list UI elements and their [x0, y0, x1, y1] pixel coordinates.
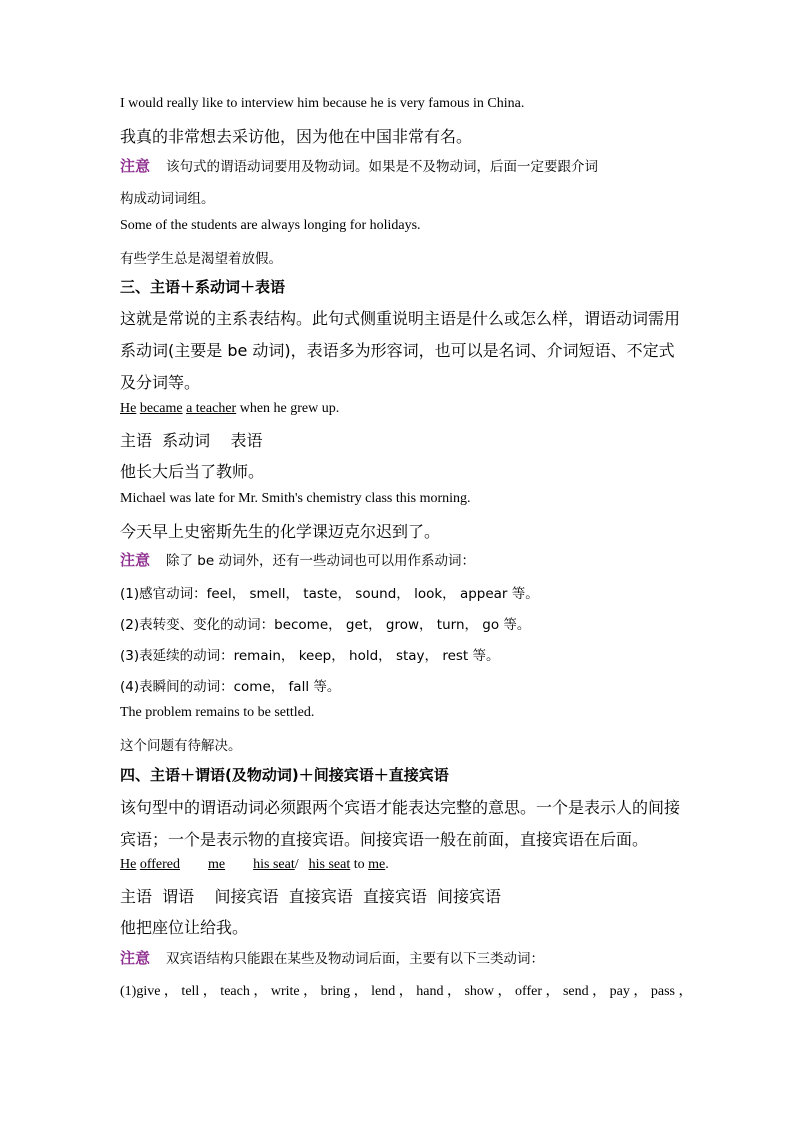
direct-object-word: his seat: [253, 857, 295, 872]
list-item: (4)表瞬间的动词：come， fall 等。: [120, 679, 341, 695]
note-text-continued: 构成动词词组。: [120, 191, 215, 207]
paragraph: 系动词(主要是 be 动词)，表语多为形容词，也可以是名词、介词短语、不定式: [120, 341, 675, 360]
example-sentence-en: [120, 401, 339, 417]
section-heading-3: 三、主语＋系动词＋表语: [120, 278, 286, 296]
subject-word: He: [120, 857, 137, 872]
note-block: [120, 947, 544, 968]
grammar-labels: 主语 系动词 表语: [120, 431, 263, 450]
example-sentence-zh: 今天早上史密斯先生的化学课迈克尔迟到了。: [120, 522, 441, 541]
note-label: 注意: [120, 157, 151, 175]
paragraph: 宾语；一个是表示物的直接宾语。间接宾语一般在前面，直接宾语在后面。: [120, 830, 649, 849]
example-sentence-zh: 他长大后当了教师。: [120, 462, 265, 481]
note-label: 注意: [120, 551, 151, 569]
paragraph: 这就是常说的主系表结构。此句式侧重说明主语是什么或怎么样，谓语动词需用: [120, 309, 681, 328]
note-label: 注意: [120, 949, 151, 967]
example-sentence-en: [120, 857, 389, 873]
subject-word: He: [120, 401, 137, 416]
linking-verb-word: became: [139, 401, 183, 416]
list-item: (2)表转变、变化的动词：become， get， grow， turn， go 等。: [120, 617, 531, 633]
example-sentence-zh: 我真的非常想去采访他，因为他在中国非常有名。: [120, 127, 473, 146]
note-block: [120, 549, 475, 570]
paragraph: 及分词等。: [120, 373, 201, 392]
note-text: 该句式的谓语动词要用及物动词。如果是不及物动词，后面一定要跟介词: [166, 159, 599, 175]
list-item: (1)感官动词：feel， smell， taste， sound， look， appear 等。: [120, 586, 539, 602]
section-heading-4: 四、主语＋谓语(及物动词)＋间接宾语＋直接宾语: [120, 766, 449, 784]
period: .: [385, 857, 389, 872]
note-text: 除了 be 动词外，还有一些动词也可以用作系动词：: [166, 553, 475, 569]
example-sentence-en: Michael was late for Mr. Smith's chemistry class this morning.: [120, 491, 471, 506]
example-sentence-en: Some of the students are always longing for holidays.: [120, 218, 421, 233]
list-item: (3)表延续的动词：remain， keep， hold， stay， rest 等。: [120, 648, 500, 664]
grammar-labels: 主语 谓语 间接宾语 直接宾语 直接宾语 间接宾语: [120, 887, 502, 906]
paragraph: 该句型中的谓语动词必须跟两个宾语才能表达完整的意思。一个是表示人的间接: [120, 798, 681, 817]
preposition: to: [350, 857, 369, 872]
slash: /: [294, 857, 299, 872]
note-text: 双宾语结构只能跟在某些及物动词后面，主要有以下三类动词：: [166, 951, 545, 967]
indirect-object-word: me: [368, 857, 386, 872]
example-sentence-zh: 他把座位让给我。: [120, 918, 249, 937]
example-sentence-en: The problem remains to be settled.: [120, 705, 315, 720]
note-block: [120, 155, 598, 176]
direct-object-word: his seat: [308, 857, 351, 872]
verb-word: offered: [139, 857, 180, 872]
predicative-word: a teacher: [186, 401, 237, 416]
sentence-rest: when he grew up.: [236, 401, 340, 416]
list-item: (1)give ， tell ， teach ， write ， bring ， lend ， hand ， show ， offer ， send ， pay ， pass ，: [120, 984, 693, 999]
example-sentence-zh: 这个问题有待解决。: [120, 738, 242, 754]
indirect-object-word: me: [208, 857, 226, 872]
example-sentence-zh: 有些学生总是渴望着放假。: [120, 251, 282, 267]
example-sentence-en: I would really like to interview him because he is very famous in China.: [120, 96, 525, 111]
